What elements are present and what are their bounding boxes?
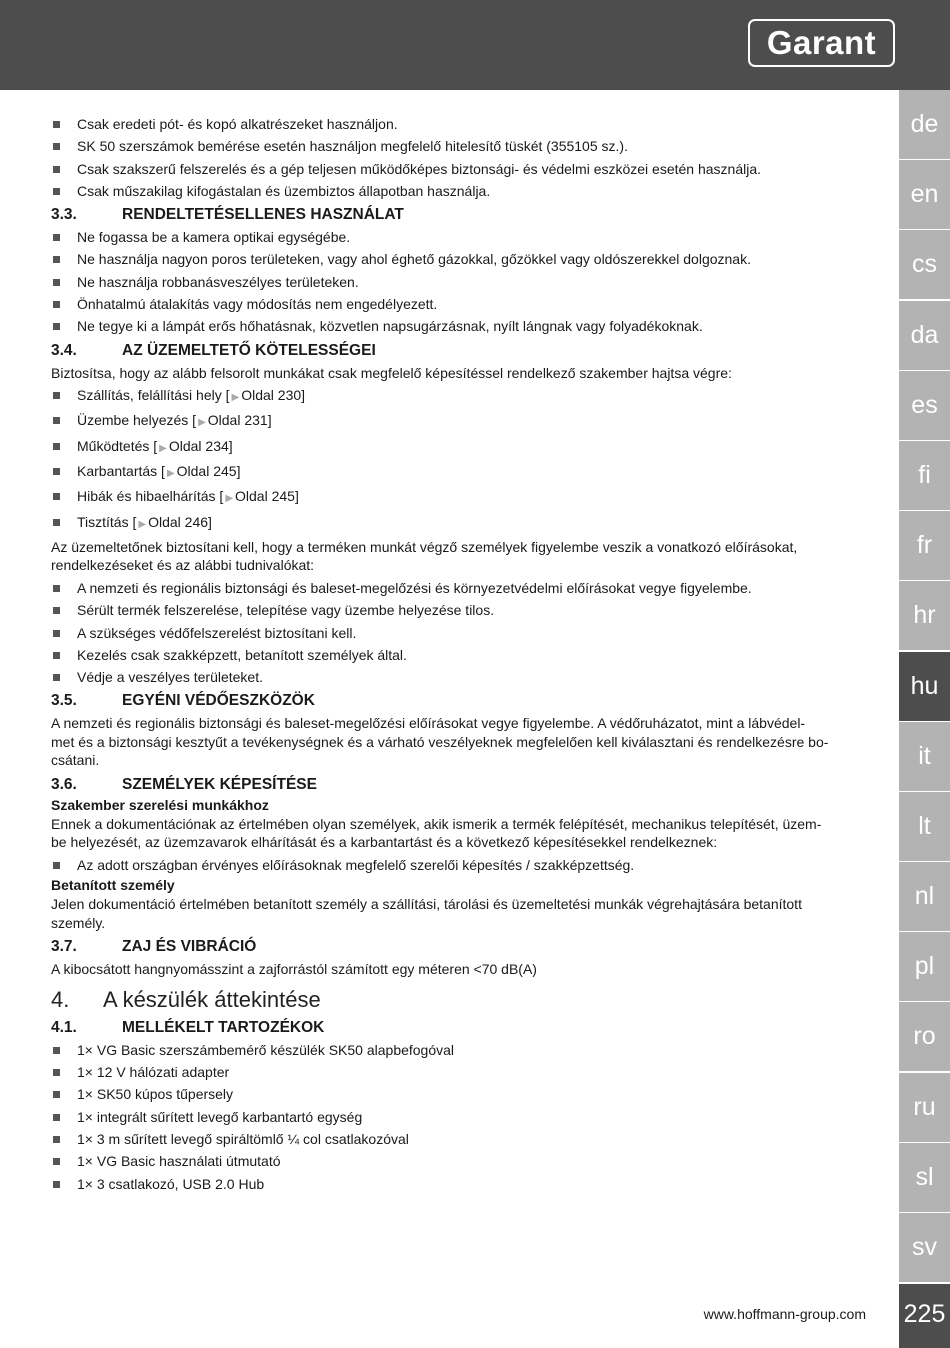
lang-tab-da[interactable]: da <box>899 301 950 370</box>
lang-tab-fr[interactable]: fr <box>899 511 950 580</box>
section-number: 3.6. <box>51 775 77 793</box>
section-number: 3.3. <box>51 206 77 224</box>
list-item: Ne használja nagyon poros területeken, vagy ahol éghető gázokkal, gőzökkel vagy oldószerekkel dolgoznak. <box>51 248 871 270</box>
list-item: Ne használja robbanásveszélyes területeken. <box>51 271 871 293</box>
ref-page[interactable]: Oldal 230] <box>241 387 306 404</box>
operator-duties-list <box>51 577 871 688</box>
ppe-paragraph <box>51 712 871 772</box>
lang-tab-ru[interactable]: ru <box>899 1073 950 1142</box>
text-line: Jelen dokumentáció értelmében betanított személy a szállítási, tárolási és üzemeltetési munkák végrehajtására betanított <box>51 896 802 913</box>
section-title: SZEMÉLYEK KÉPESÍTÉSE <box>122 775 317 793</box>
lang-tab-it[interactable]: it <box>899 722 950 791</box>
lang-tab-fi[interactable]: fi <box>899 441 950 510</box>
text-line: csátani. <box>51 752 100 769</box>
lang-tab-en[interactable]: en <box>899 160 950 229</box>
chapter-title: A készülék áttekintése <box>103 986 321 1012</box>
specialist-paragraph <box>51 815 871 854</box>
ref-label: Üzembe helyezés [ <box>77 412 197 429</box>
list-item: Csak eredeti pót- és kopó alkatrészeket használjon. <box>51 113 871 135</box>
page-link-icon: ▶ <box>166 468 175 480</box>
lang-tab-sv[interactable]: sv <box>899 1213 950 1282</box>
list-item: 1× VG Basic szerszámbemérő készülék SK50 alapbefogóval <box>51 1039 871 1061</box>
section-number: 3.4. <box>51 341 77 359</box>
list-item: Csak műszakilag kifogástalan és üzembiztos állapotban használja. <box>51 180 871 202</box>
section-heading-3-3 <box>51 204 871 226</box>
qualification-list <box>51 854 871 876</box>
page-number: 225 <box>899 1284 950 1348</box>
list-item[interactable] <box>51 511 871 536</box>
text-line: Ennek a dokumentációnak az értelmében olyan személyek, akik ismerik a termék felépítését, mechanikus telepítését, üzem- <box>51 815 822 832</box>
section-title: MELLÉKELT TARTOZÉKOK <box>122 1018 325 1036</box>
list-item: Védje a veszélyes területeket. <box>51 666 871 688</box>
lang-tab-lt[interactable]: lt <box>899 792 950 861</box>
ref-label: Tisztítás [ <box>77 513 137 530</box>
noise-paragraph: A kibocsátott hangnyomásszint a zajforrástól számított egy méteren <70 dB(A) <box>51 961 537 978</box>
lang-tab-pl[interactable]: pl <box>899 932 950 1001</box>
list-item: Ne tegye ki a lámpát erős hőhatásnak, közvetlen napsugárzásnak, nyílt lángnak vagy folyadékoknak. <box>51 315 871 337</box>
improper-use-list <box>51 226 871 337</box>
lang-tab-es[interactable]: es <box>899 371 950 440</box>
page-content <box>51 113 871 1195</box>
lang-tab-ro[interactable]: ro <box>899 1002 950 1071</box>
operator-paragraph: Az üzemeltetőnek biztosítani kell, hogy a terméken munkát végző személyek figyelembe veszik a vonatkozó előírásokat, rendelkezéseket és az alábbi tudnivalókat: <box>51 538 798 574</box>
list-item[interactable] <box>51 485 871 510</box>
lang-tab-hr[interactable]: hr <box>899 581 950 650</box>
list-item: 1× SK50 kúpos tűpersely <box>51 1083 871 1105</box>
subheading-trained-person: Betanított személy <box>51 877 175 894</box>
section-title: RENDELTETÉSELLENES HASZNÁLAT <box>122 206 404 224</box>
list-item: 1× 3 m sűrített levegő spiráltömlő ¼ col csatlakozóval <box>51 1128 871 1150</box>
lang-tab-sl[interactable]: sl <box>899 1143 950 1212</box>
section-number: 4.1. <box>51 1018 77 1036</box>
list-item: A szükséges védőfelszerelést biztosítani kell. <box>51 622 871 644</box>
section-title: EGYÉNI VÉDŐESZKÖZÖK <box>122 692 315 710</box>
list-item: SK 50 szerszámok bemérése esetén használjon megfelelő hitelesítő tüskét (355105 sz.). <box>51 135 871 157</box>
lang-tab-hu[interactable]: hu <box>899 652 950 721</box>
intro-bullet-list <box>51 113 871 202</box>
list-item: 1× VG Basic használati útmutató <box>51 1150 871 1172</box>
page-reference-list <box>51 384 871 536</box>
lang-tab-de[interactable]: de <box>899 90 950 159</box>
list-item[interactable] <box>51 409 871 434</box>
text-line: A nemzeti és regionális biztonsági és baleset-megelőzési előírásokat vegye figyelembe. A védőruházatot, mint a lábvédel- <box>51 715 806 732</box>
text-line: be helyezését, az üzemzavarok elhárítását és a karbantartást és a következő képesítésekkel rendelkeznek: <box>51 834 718 851</box>
list-item: 1× 3 csatlakozó, USB 2.0 Hub <box>51 1173 871 1195</box>
lang-tab-cs[interactable]: cs <box>899 230 950 299</box>
chapter-heading-4 <box>51 985 871 1015</box>
section-title: ZAJ ÉS VIBRÁCIÓ <box>122 938 257 956</box>
page-header <box>0 0 950 90</box>
footer-url[interactable]: www.hoffmann-group.com <box>703 1306 866 1322</box>
list-item: Sérült termék felszerelése, telepítése vagy üzembe helyezése tilos. <box>51 599 871 621</box>
ref-page[interactable]: Oldal 245] <box>235 488 299 505</box>
ref-page[interactable]: Oldal 231] <box>207 412 272 429</box>
text-line: személy. <box>51 914 106 931</box>
subheading-specialist: Szakember szerelési munkákhoz <box>51 796 269 813</box>
list-item[interactable] <box>51 384 871 409</box>
list-item[interactable] <box>51 435 871 460</box>
list-item: A nemzeti és regionális biztonsági és baleset-megelőzési és környezetvédelmi előírásokat vegye figyelembe. <box>51 577 871 599</box>
list-item: Csak szakszerű felszerelés és a gép teljesen működőképes biztonsági- és védelmi eszközei esetén használja. <box>51 158 871 180</box>
list-item: 1× 12 V hálózati adapter <box>51 1061 871 1083</box>
ref-label: Hibák és hibaelhárítás [ <box>77 488 224 505</box>
section-number: 3.7. <box>51 938 77 956</box>
page-link-icon: ▶ <box>198 417 206 429</box>
garant-logo: Garant <box>748 19 895 67</box>
trained-person-paragraph <box>51 895 871 934</box>
ref-page[interactable]: Oldal 245] <box>176 463 241 480</box>
page-link-icon: ▶ <box>159 442 167 454</box>
page-link-icon: ▶ <box>138 518 147 530</box>
list-item: Az adott országban érvényes előírásoknak megfelelő szerelői képesítés / szakképzettség. <box>51 854 871 876</box>
section-heading-3-6 <box>51 774 871 796</box>
lang-tab-nl[interactable]: nl <box>899 862 950 931</box>
list-item: 1× integrált sűrített levegő karbantartó egység <box>51 1106 871 1128</box>
section-number: 3.5. <box>51 692 77 710</box>
ref-label: Működtetés [ <box>77 437 158 454</box>
section-heading-4-1 <box>51 1017 871 1039</box>
language-tabs <box>899 90 950 1283</box>
page-link-icon: ▶ <box>231 392 240 404</box>
list-item: Ne fogassa be a kamera optikai egységébe. <box>51 226 871 248</box>
ref-page[interactable]: Oldal 246] <box>148 513 212 530</box>
ref-label: Karbantartás [ <box>77 463 165 480</box>
list-item[interactable] <box>51 460 871 485</box>
section-heading-3-4 <box>51 340 871 362</box>
operator-intro: Biztosítsa, hogy az alább felsorolt munkákat csak megfelelő képesítéssel rendelkező szakember hajtsa végre: <box>51 364 732 381</box>
chapter-number: 4. <box>51 986 70 1012</box>
section-title: AZ ÜZEMELTETŐ KÖTELESSÉGEI <box>122 341 376 359</box>
scope-of-delivery-list <box>51 1039 871 1195</box>
page-link-icon: ▶ <box>225 493 234 505</box>
section-heading-3-7 <box>51 936 871 958</box>
ref-label: Szállítás, felállítási hely [ <box>77 387 230 404</box>
section-heading-3-5 <box>51 690 871 712</box>
ref-page[interactable]: Oldal 234] <box>168 437 233 454</box>
list-item: Önhatalmú átalakítás vagy módosítás nem engedélyezett. <box>51 293 871 315</box>
text-line: met és a biztonsági kesztyűt a tevékenységnek és a várható veszélyeknek megfelelően kell kiválasztani és rendelkezésre bo- <box>51 733 829 750</box>
list-item: Kezelés csak szakképzett, betanított személyek által. <box>51 644 871 666</box>
